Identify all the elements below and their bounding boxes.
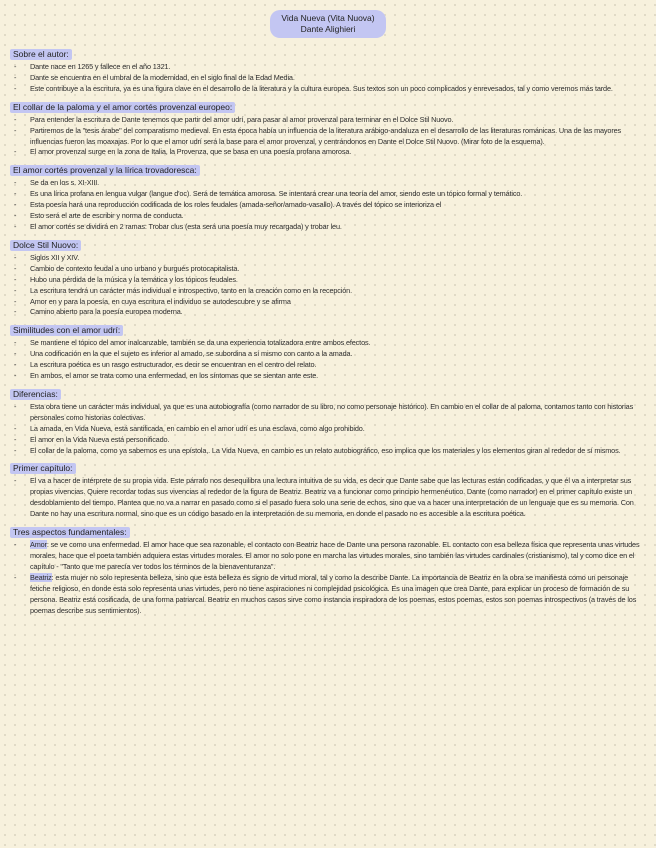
list-item: - La amada, en Vida Nueva, está santificada, en cambio en el amor udrí es una esclava, como algo prohibido. [10,424,646,435]
section-heading: Primer capítulo: [10,463,76,474]
bullet-list [10,62,646,95]
keyword-highlight: Beatriz [30,572,52,582]
section [10,522,646,616]
section-heading: Tres aspectos fundamentales: [10,527,130,538]
bullet-list [10,253,646,318]
section [10,44,646,95]
document-page [10,10,646,616]
list-item: - Amor: se ve como una enfermedad. El amor hace que sea razonable, el contacto con Beatriz hace de Dante una persona razonable. EL contacto con esa belleza física que representa unas virtudes morales, hace que el poeta también adquiera estas virtudes morales. El amor no solo pone en marcha las virtudes morales, sino también las virtudes cardinales (cristianismo), tal y como dice en el capítulo - "Tanto que me parecía ver todos los términos de la bienaventuranza". [10,540,646,573]
list-item: - Dante se encuentra en el umbral de la modernidad, en el siglo final de la Edad Media. [10,73,646,84]
list-item: - La escritura tendrá un carácter más individual e introspectivo, tanto en la creación como en la recepción. [10,286,646,297]
list-item: - En ambos, el amor se trata como una enfermedad, en los síntomas que se sientan ante este. [10,371,646,382]
list-item: - El amor cortés se dividirá en 2 ramas: Trobar clus (esta será una poesía muy recargada) y trobar leu. [10,222,646,233]
section-heading: Similitudes con el amor udrí: [10,325,123,336]
list-item: - Una codificación en la que el sujeto es inferior al amado, se subordina a sí mismo con canto a la amada. [10,349,646,360]
list-item: - Beatriz: esta mujer no solo representa belleza, sino que esta belleza es signo de virtud moral, tal y como la describe Dante. La importancia de Beatriz en la obra se manifiesta como un personaje fetiche religioso, en donde esta solo representa unas virtudes, pero no tiene aspiraciones ni complejidad psicológica. Es una imagen que crea Dante, para explicar un proceso de formación de su persona. Beatriz está cosificada, de una forma patriarcal. Beatriz en muchos casos sirve como instancia inspiradora de los poemas, estos poemas, estos son poemas introspectivos (a través de los poemas describe sus sentimientos). [10,573,646,617]
bullet-list [10,402,646,457]
list-item: - Camino abierto para la poesía europea moderna. [10,307,646,318]
list-item: - Hubo una pérdida de la música y la temática y los tópicos feudales. [10,275,646,286]
list-item: - Esta obra tiene un carácter más individual, ya que es una autobiografía (como narrador de su libro, no como personaje histórico). En cambio en el collar de al paloma, contamos tanto con historias personales como historias colectivas. [10,402,646,424]
section [10,320,646,382]
list-item: - Es una lírica profana en lengua vulgar (langue d'oc). Será de temática amorosa. Se intentará crear una teoría del amor, siendo este un tópico formal y temático. [10,189,646,200]
list-item: - Dante nace en 1265 y fallece en el año 1321. [10,62,646,73]
list-item: - Partiremos de la "tesis árabe" del comparatismo medieval. En esta época había un influencia de la literatura arábigo-andaluza en el desarrollo de las literaturas románicas. Una de las mayores influencias fueron las moaxajas. Por lo que el amor udrí será la base para el amor provenzal, y centrándonos en Dante el Dolce Stil Nuovo. (Mirar foto de la esquema). [10,126,646,148]
bullet-list [10,178,646,233]
list-item: - Este contribuye a la escritura, ya es una figura clave en el desarrollo de la literatura y la cultura europea. Sus textos son un poco complicados y enrevesados, tal y como veremos más tarde. [10,84,646,95]
list-item: - Se mantiene el tópico del amor inalcanzable, también se da una experiencia totalizadora entre ambos efectos. [10,338,646,349]
section-heading: Diferencias: [10,389,61,400]
list-item: - El amor provenzal surge en la zona de Italia, la Provenza, que se basa en una poesía profana amorosa. [10,147,646,158]
list-item: - Esta poesía hará una reproducción codificada de los roles feudales (amada-señor/amado-vasallo). A través del tópico se interioriza el [10,200,646,211]
sections-container [10,44,646,616]
section-heading: Sobre el autor: [10,49,72,60]
list-item: - Amor en y para la poesía, en cuya escritura el individuo se autodescubre y se afirma [10,297,646,308]
list-item: - El va a hacer de intérprete de su propia vida. Este párrafo nos desequilibra una lectura intuitiva de su vida, es decir que Dante sabe que las lecturas están codificadas, y que él va a interpretar sus propias vivencias. Quiere recordar todas sus vivencias al rededor de la figura de Beatriz. Beatriz va a funcionar como principio hermenéutico. Dante (como narrador) en el primer capítulo existe un desdoblamiento del tiempo. Plantea que no va a narrar en pasado como si el pasado fuera solo una serie de echos, sino que va a hacer una interpretación de un lenguaje que es su memoria. Con Dante no hay una escritura normal, sino que es un código basado en la interpretación de su memoria, en donde el pasado no es accesible a la escritura poética. [10,476,646,520]
list-item: - El collar de la paloma, como ya sabemos es una epístola,. La Vida Nueva, en cambio es un relato autobiográfico, eso implica que los materiales y los elementos giran al rededor de sí mismos. [10,446,646,457]
bullet-list [10,338,646,382]
title-line-1: Vida Nueva (Vita Nuova) [281,13,375,23]
bullet-list [10,540,646,616]
list-item: - Cambio de contexto feudal a uno urbano y burgués protocapitalista. [10,264,646,275]
document-title [270,10,386,38]
section [10,384,646,457]
bullet-list [10,115,646,159]
section [10,235,646,318]
title-line-2: Dante Alighieri [300,24,356,34]
section-heading: Dolce Stil Nuovo: [10,240,81,251]
section [10,97,646,159]
list-item: - La escritura poética es un rasgo estructurador, es decir se encuentran en el centro del relato. [10,360,646,371]
section [10,160,646,233]
list-item: - Para entender la escritura de Dante tenemos que partir del amor udrí, para pasar al amor provenzal para terminar en el Dolce Stil Nuovo. [10,115,646,126]
section [10,458,646,520]
list-item: - Esto será el arte de escribir y norma de conducta. [10,211,646,222]
section-heading: El collar de la paloma y el amor cortés provenzal europeo: [10,102,235,113]
bullet-list [10,476,646,520]
list-item: - El amor en la Vida Nueva está personificado. [10,435,646,446]
list-item: - Siglos XII y XIV. [10,253,646,264]
keyword-highlight: Amor [30,540,47,550]
list-item: - Se da en los s. XI-XIII. [10,178,646,189]
section-heading: El amor cortés provenzal y la lírica trovadoresca: [10,165,200,176]
